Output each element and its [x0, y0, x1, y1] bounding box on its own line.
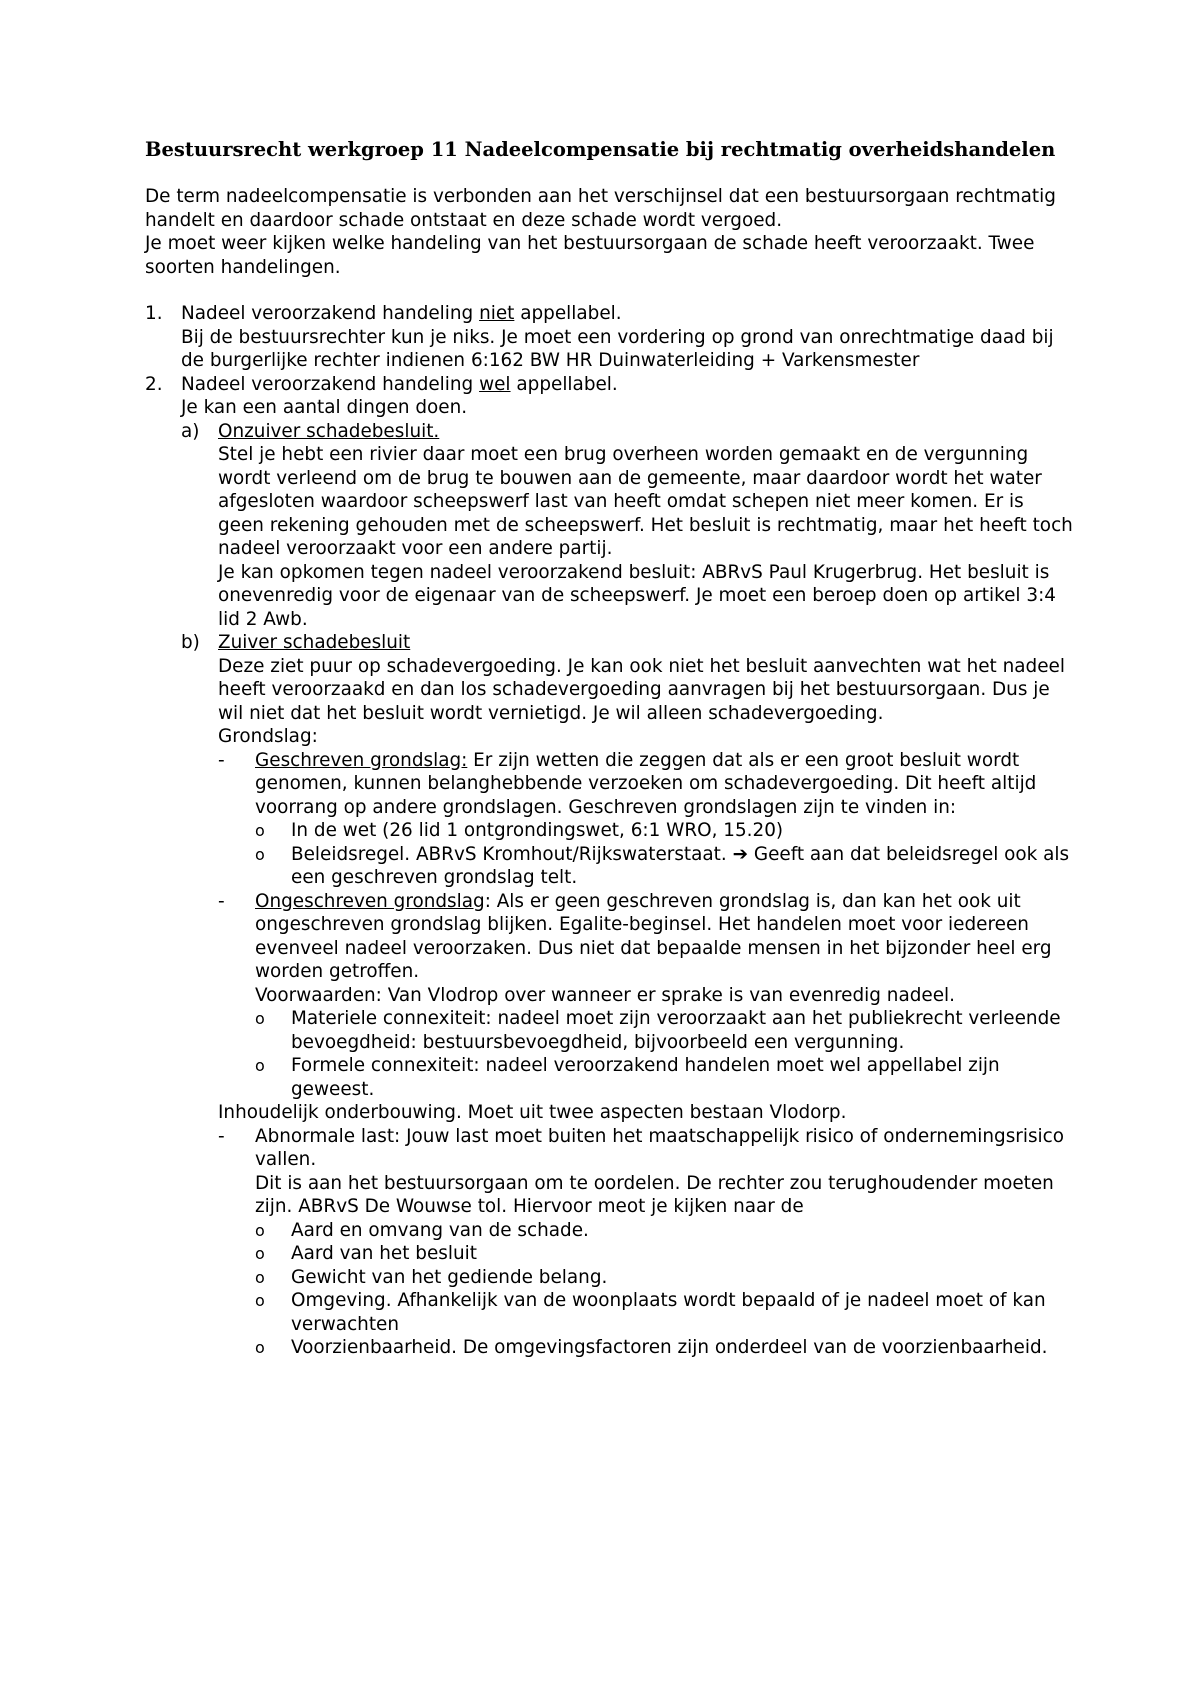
list-item-heading [181, 373, 1075, 397]
circle-bullet: o [255, 1291, 265, 1310]
heading-text: Nadeel veroorzakend handeling [181, 373, 480, 395]
dash-item-text [255, 890, 1075, 984]
dash-item-text: Dit is aan het bestuursorgaan om te oordelen. De rechter zou terughoudender moeten zijn. ABRvS De Wouwse tol. Hiervoor meot je kijken naar de [255, 1172, 1054, 1217]
circle-bullet: o [255, 1009, 265, 1028]
dash-item-abnormale [218, 1125, 1075, 1219]
inhoudelijk-text: Inhoudelijk onderbouwing. Moet uit twee aspecten bestaan Vlodorp. [218, 1102, 847, 1123]
dash-item-body [255, 1125, 1075, 1219]
circle-item-text: Voorzienbaarheid. De omgevingsfactoren zijn onderdeel van de voorzienbaarheid. [291, 1337, 1048, 1358]
sublist-heading: Onzuiver schadebesluit. [218, 420, 440, 442]
list-item-text: Je kan een aantal dingen doen. [181, 397, 468, 418]
dash-item-body [255, 890, 1075, 1008]
list-item-2 [145, 373, 1075, 420]
term-text: : Als er geen geschreven grondslag is, dan kan het ook uit ongeschreven grondslag blijken. Egalite-beginsel. Het handelen moet voor iedereen evenveel nadeel veroorzaken. Dus niet dat bepaalde mensen in het bijzonder heel erg worden getroffen. [255, 890, 1052, 982]
term-label: Geschreven grondslag: [255, 749, 468, 771]
underlined-word: wel [479, 373, 511, 395]
circle-item-text: Beleidsregel. ABRvS Kromhout/Rijkswaterstaat. ➔ Geeft aan dat beleidsregel ook als een geschreven grondslag telt. [291, 843, 1070, 888]
circle-item-text: Omgeving. Afhankelijk van de woonplaats wordt bepaald of je nadeel moet of kan verwachten [291, 1290, 1046, 1335]
sublist-item-body [218, 631, 1075, 749]
circle-item-text: Materiele connexiteit: nadeel moet zijn veroorzaakt aan het publiekrecht verleende bevoegdheid: bestuursbevoegdheid, bijvoorbeeld een vergunning. [291, 1008, 1061, 1053]
spacer [145, 279, 1075, 302]
sublist-item-body [218, 420, 1075, 632]
dash-item-body [255, 749, 1075, 820]
intro-paragraph-1: De term nadeelcompensatie is verbonden aan het verschijnsel dat een bestuursorgaan rechtmatig handelt en daardoor schade ontstaat en deze schade wordt vergoed. [145, 186, 1056, 231]
term-text: Er zijn wetten die zeggen dat als er een groot besluit wordt genomen, kunnen belanghebbende verzoeken om schadevergoeding. Dit heeft altijd voorrang op andere grondslagen. Geschreven grondslagen zijn te vinden in: [255, 749, 1037, 818]
circle-item [255, 1219, 1075, 1243]
list-item-heading [181, 302, 1075, 326]
term-label: Ongeschreven grondslag [255, 890, 485, 912]
sublist-label: b) [181, 632, 200, 653]
dash-bullet: - [218, 1125, 225, 1147]
voorwaarden-text: Voorwaarden: Van Vlodrop over wanneer er sprake is van evenredig nadeel. [255, 984, 955, 1006]
circle-item [255, 1336, 1075, 1360]
circle-item [255, 1242, 1075, 1266]
circle-bullet: o [255, 821, 265, 840]
sublist-paragraph: Deze ziet puur op schadevergoeding. Je kan ook niet het besluit aanvechten wat het nadeel heeft veroorzaakd en dan los schadevergoeding aanvragen bij het bestuursorgaan. Dus je wil niet dat het besluit wordt vernietigd. Je wil alleen schadevergoeding. [218, 655, 1065, 724]
list-item-1 [145, 302, 1075, 373]
circle-bullet: o [255, 1244, 265, 1263]
dash-item-geschreven [218, 749, 1075, 820]
intro-paragraph-2: Je moet weer kijken welke handeling van het bestuursorgaan de schade heeft veroorzaakt. Twee soorten handelingen. [145, 233, 1035, 278]
grondslag-label: Grondslag: [218, 726, 318, 747]
sublist-item-b [181, 631, 1075, 749]
dash-item-ongeschreven [218, 890, 1075, 1008]
circle-item [255, 1266, 1075, 1290]
circle-bullet: o [255, 1056, 265, 1075]
sublist-paragraph: Stel je hebt een rivier daar moet een brug overheen worden gemaakt en de vergunning wordt verleend om de brug te bouwen aan de gemeente, maar daardoor wordt het water afgesloten waardoor scheepswerf last van heeft omdat schepen niet meer komen. Er is geen rekening gehouden met de scheepswerf. Het besluit is rechtmatig, maar het heeft toch nadeel veroorzaakt voor een andere partij. [218, 444, 1073, 559]
circle-bullet: o [255, 1220, 265, 1240]
sublist-label: a) [181, 420, 200, 442]
circle-item-text: Aard en omvang van de schade. [291, 1219, 589, 1241]
heading-text: Nadeel veroorzakend handeling [181, 303, 480, 324]
dash-item-text [255, 749, 1075, 820]
heading-text: appellabel. [514, 303, 622, 324]
circle-item [255, 819, 1075, 843]
dash-item-text: Abnormale last: Jouw last moet buiten het maatschappelijk risico of ondernemingsrisico vallen. [255, 1125, 1065, 1170]
circle-item-text: Aard van het besluit [291, 1243, 477, 1264]
circle-item-text: Gewicht van het gediende belang. [291, 1266, 608, 1288]
circle-item [255, 843, 1075, 890]
circle-item [255, 1007, 1075, 1054]
document-page [145, 138, 1075, 1360]
circle-item [255, 1289, 1075, 1336]
list-item-body [181, 373, 1075, 420]
list-number: 2. [145, 373, 163, 395]
list-item-text: Bij de bestuursrechter kun je niks. Je moet een vordering op grond van onrechtmatige daad bij de burgerlijke rechter indienen 6:162 BW HR Duinwaterleiding + Varkensmester [181, 326, 1054, 371]
circle-item [255, 1054, 1075, 1101]
circle-bullet: o [255, 844, 265, 864]
circle-bullet: o [255, 1338, 265, 1357]
sublist-item-a [181, 420, 1075, 632]
list-item-body [181, 302, 1075, 373]
list-number: 1. [145, 303, 163, 324]
underlined-word: niet [479, 303, 515, 324]
circle-item-text: In de wet (26 lid 1 ontgrondingswet, 6:1 WRO, 15.20) [291, 820, 784, 841]
circle-bullet: o [255, 1267, 265, 1287]
document-title: Bestuursrecht werkgroep 11 Nadeelcompensatie bij rechtmatig overheidshandelen [145, 138, 1056, 161]
dash-bullet: - [218, 890, 225, 912]
dash-bullet: - [218, 749, 225, 771]
heading-text: appellabel. [510, 373, 618, 395]
circle-item-text: Formele connexiteit: nadeel veroorzakend handelen moet wel appellabel zijn geweest. [291, 1055, 1000, 1100]
sublist-paragraph: Je kan opkomen tegen nadeel veroorzakend besluit: ABRvS Paul Krugerbrug. Het besluit is onevenredig voor de eigenaar van de scheepswerf. Je moet een beroep doen op artikel 3:4 lid 2 Awb. [218, 561, 1056, 630]
sublist-heading: Zuiver schadebesluit [218, 632, 411, 653]
